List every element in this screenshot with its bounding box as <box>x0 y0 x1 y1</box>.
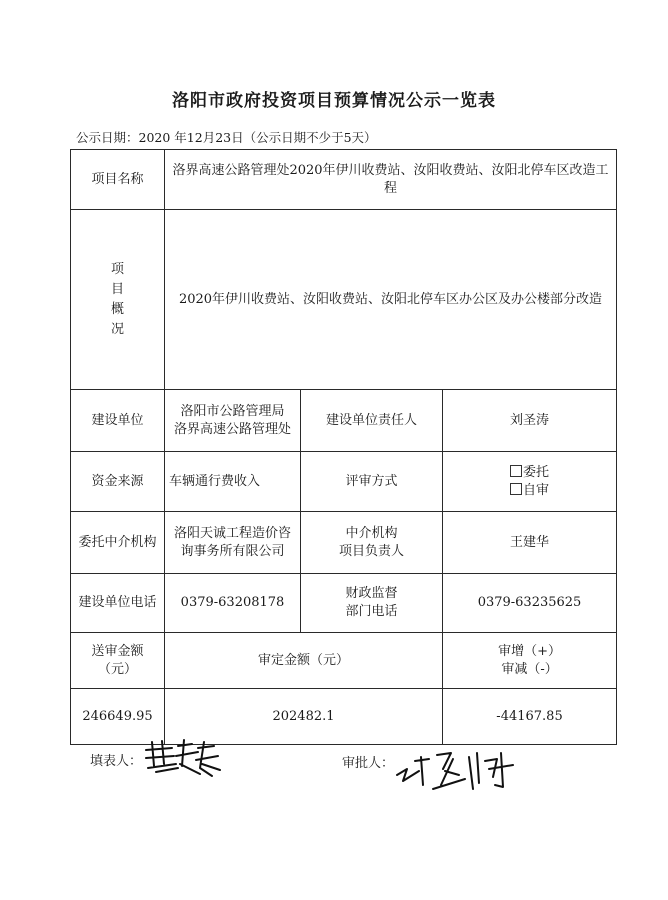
approver-signature <box>393 745 523 795</box>
submitted-amount-value: 246649.95 <box>71 689 165 745</box>
option-entrust-label: 委托 <box>523 464 550 480</box>
document-title: 洛阳市政府投资项目预算情况公示一览表 <box>172 91 496 111</box>
approved-amount-value: 202482.1 <box>165 689 443 745</box>
row-project-name <box>71 150 617 210</box>
option-self <box>510 482 549 500</box>
option-self-label: 自审 <box>523 482 550 498</box>
difference-value: -44167.85 <box>443 689 617 745</box>
checkbox-entrust <box>510 465 522 477</box>
finance-phone-label-line: 部门电话 <box>345 604 398 619</box>
construction-unit-value <box>165 390 301 452</box>
agency-lead-label-line: 中介机构 <box>345 525 398 541</box>
agency-lead-label-line: 项目负责人 <box>338 543 404 559</box>
construction-unit-line: 洛界高速公路管理处 <box>173 421 291 437</box>
submitted-header-line: 送审金额 <box>91 643 144 659</box>
filler-label: 填表人： <box>90 754 143 769</box>
filler-signature <box>142 736 222 780</box>
announce-date: 公示日期：2020 年12月23日（公示日期不少于5天） <box>76 130 377 145</box>
phone-label: 建设单位电话 <box>71 574 165 633</box>
finance-phone-label-line: 财政监督 <box>345 586 398 601</box>
row-agency <box>71 512 617 574</box>
responsible-person-value: 刘圣涛 <box>443 390 617 452</box>
construction-unit-line: 洛阳市公路管理局 <box>180 403 285 419</box>
overview-label-char: 项 <box>110 261 124 277</box>
row-construction-unit <box>71 390 617 452</box>
checkbox-self <box>510 483 522 495</box>
overview-label-char: 况 <box>110 321 124 337</box>
difference-header-line: 审增（+） <box>498 643 561 659</box>
agency-label: 委托中介机构 <box>71 512 165 574</box>
agency-lead-label <box>301 512 443 574</box>
project-overview-value: 2020年伊川收费站、汝阳收费站、汝阳北停车区办公区及办公楼部分改造 <box>165 210 617 390</box>
row-funding <box>71 452 617 512</box>
review-method-options <box>443 452 617 512</box>
submitted-amount-header <box>71 633 165 689</box>
overview-label-char: 目 <box>110 281 124 297</box>
budget-table <box>70 149 617 745</box>
agency-line: 询事务所有限公司 <box>180 543 285 559</box>
funding-source-label: 资金来源 <box>71 452 165 512</box>
agency-value <box>165 512 301 574</box>
phone-value: 0379-63208178 <box>165 574 301 633</box>
funding-source-value: 车辆通行费收入 <box>165 452 301 512</box>
row-project-overview <box>71 210 617 390</box>
row-amount-header <box>71 633 617 689</box>
difference-header <box>443 633 617 689</box>
project-overview-label <box>71 210 165 390</box>
finance-phone-label <box>301 574 443 633</box>
approver-label: 审批人： <box>342 756 395 771</box>
difference-header-line: 审减（-） <box>501 661 558 677</box>
review-method-label: 评审方式 <box>301 452 443 512</box>
project-name-value: 洛界高速公路管理处2020年伊川收费站、汝阳收费站、汝阳北停车区改造工程 <box>165 150 617 210</box>
option-entrust <box>510 464 549 482</box>
agency-line: 洛阳天诚工程造价咨 <box>173 525 291 541</box>
project-name-label: 项目名称 <box>71 150 165 210</box>
approved-amount-header: 审定金额（元） <box>165 633 443 689</box>
submitted-header-line: （元） <box>97 661 137 677</box>
agency-lead-value: 王建华 <box>443 512 617 574</box>
overview-label-char: 概 <box>110 301 124 317</box>
finance-phone-value: 0379-63235625 <box>443 574 617 633</box>
row-phone <box>71 574 617 633</box>
responsible-person-label: 建设单位责任人 <box>301 390 443 452</box>
construction-unit-label: 建设单位 <box>71 390 165 452</box>
